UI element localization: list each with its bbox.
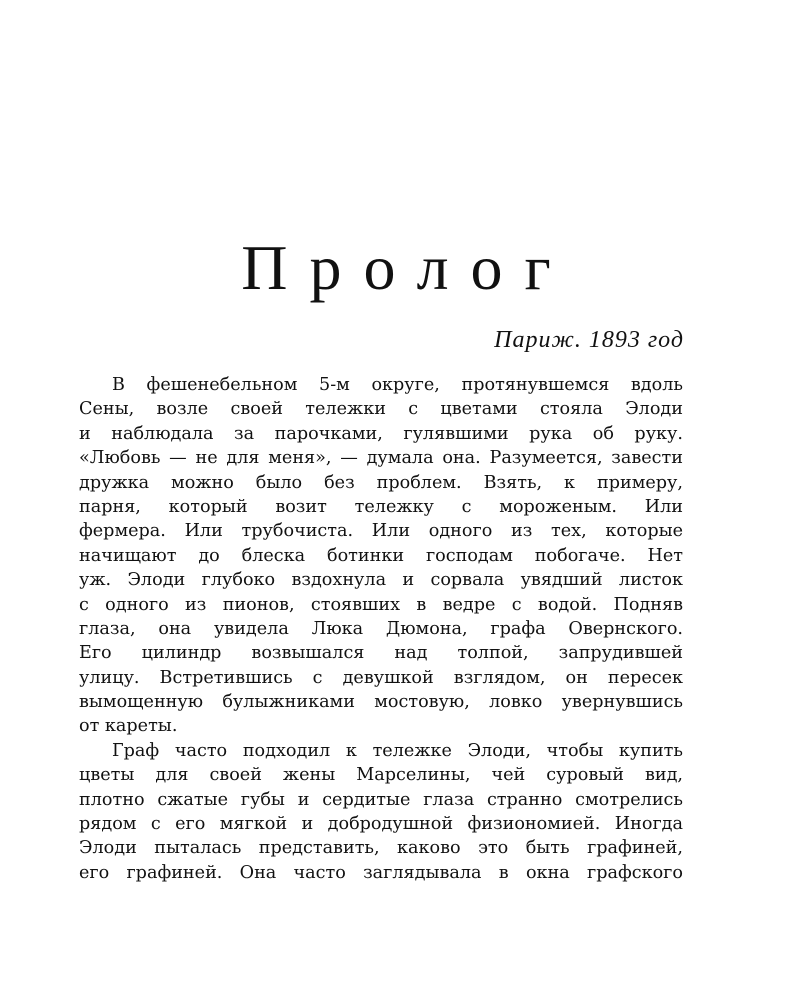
- text-line: фермера. Или трубочиста. Или одного из тех, которые: [79, 521, 683, 542]
- body-text: [79, 373, 683, 885]
- text-line: Элоди пыталась представить, каково это быть графиней,: [79, 838, 683, 859]
- chapter-epigraph: Париж. 1893 год: [494, 327, 684, 353]
- text-line: парня, который возит тележку с мороженым. Или: [79, 496, 683, 517]
- text-line: начищают до блеска ботинки господам побогаче. Нет: [79, 545, 683, 566]
- text-line: Сены, возле своей тележки с цветами стояла Элоди: [79, 399, 683, 420]
- text-line: цветы для своей жены Марселины, чей суровый вид,: [79, 765, 683, 786]
- text-line: уж. Элоди глубоко вздохнула и сорвала увядший листок: [79, 570, 683, 591]
- text-line: его графиней. Она часто заглядывала в окна графского: [79, 862, 683, 883]
- text-line: Граф часто подходил к тележке Элоди, чтобы купить: [112, 740, 683, 761]
- text-line: Его цилиндр возвышался над толпой, запрудившей: [79, 643, 683, 664]
- chapter-title: Пролог: [241, 232, 573, 303]
- text-line: рядом с его мягкой и добродушной физиономией. Иногда: [79, 814, 683, 835]
- text-line: улицу. Встретившись с девушкой взглядом, он пересек: [79, 667, 683, 688]
- text-line: с одного из пионов, стоявших в ведре с водой. Подняв: [79, 594, 683, 615]
- text-line: дружка можно было без проблем. Взять, к примеру,: [79, 472, 683, 493]
- text-line: от кареты.: [79, 716, 178, 737]
- text-line: и наблюдала за парочками, гулявшими рука об руку.: [79, 423, 683, 444]
- paragraph: [79, 739, 683, 885]
- paragraph: [79, 373, 683, 739]
- text-line: плотно сжатые губы и сердитые глаза странно смотрелись: [79, 789, 683, 810]
- text-line: В фешенебельном 5-м округе, протянувшемся вдоль: [112, 375, 683, 395]
- text-line: «Любовь — не для меня», — думала она. Разумеется, завести: [79, 448, 683, 469]
- text-line: вымощенную булыжниками мостовую, ловко увернувшись: [79, 692, 683, 713]
- text-line: глаза, она увидела Люка Дюмона, графа Овернского.: [79, 618, 683, 639]
